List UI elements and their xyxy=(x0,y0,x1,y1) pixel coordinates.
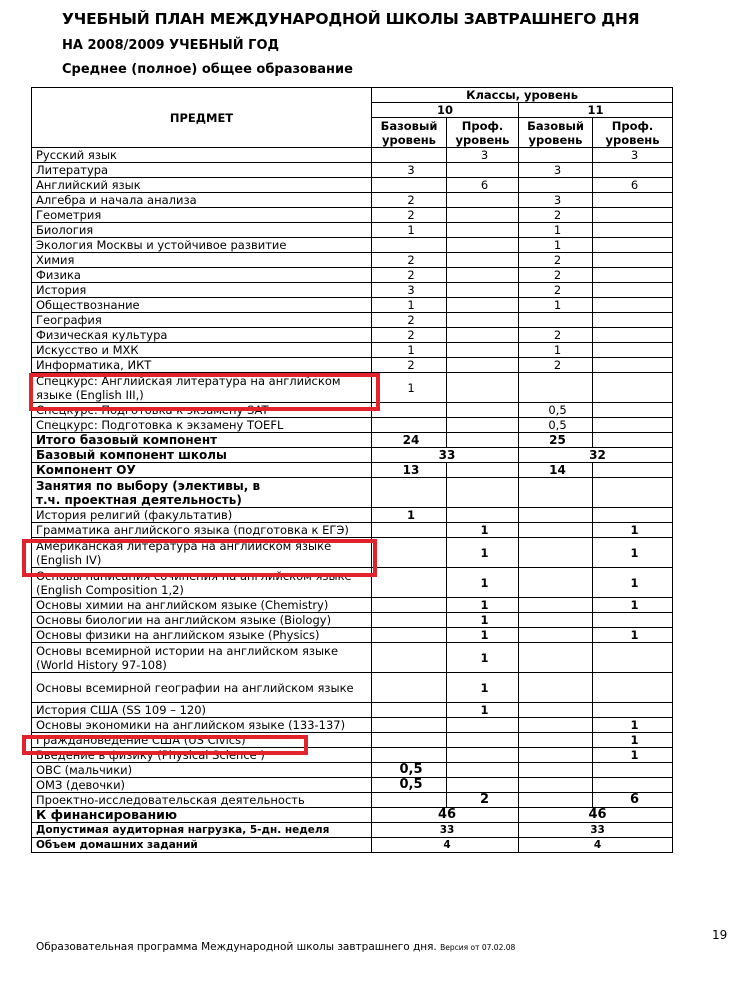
value-cell: 1 xyxy=(447,523,519,538)
value-cell xyxy=(372,613,447,628)
subject-cell: Основы экономики на английском языке (133-137) xyxy=(32,718,372,733)
footer-version: Версия от 07.02.08 xyxy=(440,943,516,952)
value-cell: 3 xyxy=(372,283,447,298)
subject-cell: Химия xyxy=(32,253,372,268)
value-cell xyxy=(447,718,519,733)
subject-cell: Литература xyxy=(32,163,372,178)
subject-cell: Геометрия xyxy=(32,208,372,223)
value-cell xyxy=(593,418,673,433)
value-cell: 6 xyxy=(593,793,673,808)
table-row xyxy=(32,298,673,313)
value-cell: 1 xyxy=(593,748,673,763)
value-cell xyxy=(593,298,673,313)
value-cell xyxy=(519,538,593,568)
value-cell: 0,5 xyxy=(519,418,593,433)
funding-label: К финансированию xyxy=(32,808,372,823)
document-title: УЧЕБНЫЙ ПЛАН МЕЖДУНАРОДНОЙ ШКОЛЫ ЗАВТРАШНЕГО ДНЯ xyxy=(62,10,640,28)
prof-level-header-11: Проф. уровень xyxy=(593,118,673,148)
value-cell: 2 xyxy=(372,208,447,223)
value-cell xyxy=(372,538,447,568)
table-row xyxy=(32,178,673,193)
table-row xyxy=(32,358,673,373)
funding-10: 46 xyxy=(372,808,519,823)
value-cell xyxy=(593,508,673,523)
grade-10-header: 10 xyxy=(372,103,519,118)
value-cell: 2 xyxy=(372,253,447,268)
value-cell: 1 xyxy=(447,628,519,643)
subject-cell: Введение в физику (Physical Science ) xyxy=(32,748,372,763)
value-cell xyxy=(593,223,673,238)
value-cell: 1 xyxy=(593,718,673,733)
value-cell: 3 xyxy=(519,193,593,208)
subject-cell: История xyxy=(32,283,372,298)
value-cell xyxy=(447,298,519,313)
table-row xyxy=(32,313,673,328)
electives-header-row xyxy=(32,478,673,508)
value-cell: 1 xyxy=(593,568,673,598)
value-cell xyxy=(593,403,673,418)
value-cell xyxy=(519,523,593,538)
value-cell xyxy=(519,733,593,748)
table-row xyxy=(32,148,673,163)
footer xyxy=(36,941,515,953)
table-row xyxy=(32,763,673,778)
value-cell: 2 xyxy=(372,358,447,373)
value-cell: 2 xyxy=(372,313,447,328)
value-cell: 2 xyxy=(519,358,593,373)
subject-cell: Алгебра и начала анализа xyxy=(32,193,372,208)
value-cell xyxy=(519,313,593,328)
table-row xyxy=(32,343,673,358)
value-cell xyxy=(519,793,593,808)
value-cell: 1 xyxy=(519,298,593,313)
value-cell xyxy=(447,418,519,433)
table-row xyxy=(32,703,673,718)
homework-row xyxy=(32,838,673,853)
table-row xyxy=(32,748,673,763)
subject-cell: Физическая культура xyxy=(32,328,372,343)
value-cell xyxy=(447,208,519,223)
subject-cell: Основы физики на английском языке (Physics) xyxy=(32,628,372,643)
value-cell xyxy=(519,718,593,733)
value-cell xyxy=(372,793,447,808)
subject-cell: Американская литература на английском языке (English IV) xyxy=(32,538,372,568)
ou-component-11: 14 xyxy=(519,463,593,478)
value-cell: 1 xyxy=(447,613,519,628)
ou-component-10: 13 xyxy=(372,463,447,478)
funding-row xyxy=(32,808,673,823)
value-cell xyxy=(519,598,593,613)
value-cell xyxy=(447,778,519,793)
section-title: Среднее (полное) общее образование xyxy=(62,62,353,77)
ou-component-label: Компонент ОУ xyxy=(32,463,372,478)
value-cell: 1 xyxy=(519,223,593,238)
subject-cell: Основы биологии на английском языке (Biology) xyxy=(32,613,372,628)
table-row xyxy=(32,778,673,793)
value-cell: 1 xyxy=(519,343,593,358)
value-cell xyxy=(372,403,447,418)
value-cell xyxy=(519,148,593,163)
value-cell xyxy=(447,733,519,748)
subject-cell: Биология xyxy=(32,223,372,238)
subject-header: ПРЕДМЕТ xyxy=(32,88,372,148)
value-cell xyxy=(519,628,593,643)
value-cell xyxy=(447,343,519,358)
value-cell xyxy=(447,748,519,763)
table-row xyxy=(32,373,673,403)
value-cell: 0,5 xyxy=(519,403,593,418)
subject-cell: Основы написания сочинения на английском языке (English Composition 1,2) xyxy=(32,568,372,598)
electives-header: Занятия по выбору (элективы, в т.ч. проектная деятельность) xyxy=(32,478,372,508)
value-cell: 1 xyxy=(372,298,447,313)
subject-cell: Основы химии на английском языке (Chemistry) xyxy=(32,598,372,613)
value-cell: 1 xyxy=(519,238,593,253)
value-cell: 1 xyxy=(372,343,447,358)
base-level-header-11: Базовый уровень xyxy=(519,118,593,148)
value-cell: 1 xyxy=(593,523,673,538)
table-row xyxy=(32,193,673,208)
value-cell xyxy=(447,763,519,778)
value-cell xyxy=(593,343,673,358)
value-cell: 2 xyxy=(519,283,593,298)
table-row xyxy=(32,268,673,283)
table-row xyxy=(32,418,673,433)
value-cell: 1 xyxy=(447,703,519,718)
ou-component-row xyxy=(32,463,673,478)
base-total-10: 24 xyxy=(372,433,447,448)
value-cell xyxy=(447,253,519,268)
value-cell xyxy=(447,163,519,178)
value-cell: 1 xyxy=(447,538,519,568)
subject-cell: Основы всемирной географии на английском языке xyxy=(32,673,372,703)
subject-cell: Граждановедение США (US Civics) xyxy=(32,733,372,748)
subject-cell: Искусство и МХК xyxy=(32,343,372,358)
value-cell xyxy=(447,283,519,298)
subject-cell: География xyxy=(32,313,372,328)
subject-cell: Проектно-исследовательская деятельность xyxy=(32,793,372,808)
value-cell: 2 xyxy=(372,328,447,343)
value-cell xyxy=(372,238,447,253)
value-cell xyxy=(372,643,447,673)
value-cell xyxy=(593,208,673,223)
homework-10: 4 xyxy=(372,838,519,853)
subject-cell: Английский язык xyxy=(32,178,372,193)
value-cell xyxy=(519,568,593,598)
school-base-11: 32 xyxy=(519,448,673,463)
subject-cell: История религий (факультатив) xyxy=(32,508,372,523)
grade-11-header: 11 xyxy=(519,103,673,118)
table-row xyxy=(32,718,673,733)
value-cell: 1 xyxy=(372,373,447,403)
table-row xyxy=(32,253,673,268)
table-row xyxy=(32,628,673,643)
subject-cell: История США (SS 109 – 120) xyxy=(32,703,372,718)
value-cell: 1 xyxy=(447,598,519,613)
value-cell xyxy=(593,358,673,373)
value-cell: 1 xyxy=(372,223,447,238)
prof-level-header-10: Проф. уровень xyxy=(447,118,519,148)
table-row xyxy=(32,568,673,598)
value-cell: 1 xyxy=(447,643,519,673)
subject-cell: Русский язык xyxy=(32,148,372,163)
value-cell xyxy=(593,673,673,703)
value-cell: 1 xyxy=(593,628,673,643)
value-cell xyxy=(593,763,673,778)
value-cell xyxy=(593,193,673,208)
value-cell xyxy=(447,373,519,403)
value-cell: 1 xyxy=(447,568,519,598)
value-cell xyxy=(372,148,447,163)
table-row xyxy=(32,508,673,523)
value-cell xyxy=(593,163,673,178)
value-cell xyxy=(593,313,673,328)
subject-cell: Информатика, ИКТ xyxy=(32,358,372,373)
value-cell xyxy=(372,748,447,763)
value-cell: 0,5 xyxy=(372,778,447,793)
base-total-label: Итого базовый компонент xyxy=(32,433,372,448)
funding-11: 46 xyxy=(519,808,673,823)
value-cell xyxy=(447,403,519,418)
value-cell xyxy=(593,238,673,253)
value-cell xyxy=(372,178,447,193)
value-cell xyxy=(519,778,593,793)
value-cell xyxy=(519,748,593,763)
subject-cell: Основы всемирной истории на английском языке (World History 97-108) xyxy=(32,643,372,673)
base-total-row xyxy=(32,433,673,448)
base-level-header-10: Базовый уровень xyxy=(372,118,447,148)
table-row xyxy=(32,598,673,613)
table-row xyxy=(32,793,673,808)
school-base-10: 33 xyxy=(372,448,519,463)
value-cell xyxy=(447,358,519,373)
value-cell xyxy=(519,703,593,718)
value-cell xyxy=(372,628,447,643)
value-cell xyxy=(519,508,593,523)
value-cell xyxy=(447,328,519,343)
value-cell xyxy=(593,253,673,268)
max-load-11: 33 xyxy=(519,823,673,838)
table-row xyxy=(32,163,673,178)
value-cell xyxy=(372,418,447,433)
value-cell: 1 xyxy=(372,508,447,523)
max-load-10: 33 xyxy=(372,823,519,838)
table-row xyxy=(32,733,673,748)
value-cell xyxy=(593,268,673,283)
value-cell: 2 xyxy=(519,253,593,268)
value-cell xyxy=(372,733,447,748)
value-cell xyxy=(519,673,593,703)
table-row xyxy=(32,328,673,343)
value-cell xyxy=(372,673,447,703)
value-cell: 1 xyxy=(593,538,673,568)
table-row xyxy=(32,673,673,703)
table-row xyxy=(32,223,673,238)
value-cell xyxy=(372,718,447,733)
max-load-label: Допустимая аудиторная нагрузка, 5-дн. неделя xyxy=(32,823,372,838)
value-cell xyxy=(593,778,673,793)
value-cell xyxy=(447,508,519,523)
value-cell xyxy=(447,268,519,283)
table-row xyxy=(32,208,673,223)
subject-cell: Обществознание xyxy=(32,298,372,313)
subject-cell: Грамматика английского языка (подготовка к ЕГЭ) xyxy=(32,523,372,538)
value-cell xyxy=(372,703,447,718)
max-load-row xyxy=(32,823,673,838)
table-row xyxy=(32,643,673,673)
value-cell xyxy=(593,328,673,343)
homework-label: Объем домашних заданий xyxy=(32,838,372,853)
value-cell xyxy=(593,283,673,298)
value-cell xyxy=(519,373,593,403)
value-cell: 2 xyxy=(372,193,447,208)
value-cell xyxy=(519,178,593,193)
subject-cell: ОВС (мальчики) xyxy=(32,763,372,778)
classes-header: Классы, уровень xyxy=(372,88,673,103)
value-cell: 1 xyxy=(593,733,673,748)
value-cell: 3 xyxy=(372,163,447,178)
value-cell xyxy=(593,613,673,628)
value-cell xyxy=(447,238,519,253)
subject-cell: Экология Москвы и устойчивое развитие xyxy=(32,238,372,253)
value-cell: 2 xyxy=(447,793,519,808)
footer-text: Образовательная программа Международной школы завтрашнего дня. xyxy=(36,941,437,953)
value-cell: 2 xyxy=(372,268,447,283)
table-row xyxy=(32,523,673,538)
value-cell: 6 xyxy=(447,178,519,193)
subject-cell: Спецкурс: Подготовка к экзамену SAT xyxy=(32,403,372,418)
value-cell xyxy=(519,613,593,628)
value-cell: 1 xyxy=(593,598,673,613)
value-cell xyxy=(519,763,593,778)
homework-11: 4 xyxy=(519,838,673,853)
school-base-row xyxy=(32,448,673,463)
value-cell: 3 xyxy=(447,148,519,163)
value-cell xyxy=(593,703,673,718)
value-cell: 0,5 xyxy=(372,763,447,778)
table-row xyxy=(32,538,673,568)
value-cell: 3 xyxy=(519,163,593,178)
value-cell: 2 xyxy=(519,328,593,343)
table-row xyxy=(32,403,673,418)
subject-cell: Спецкурс: Подготовка к экзамену TOEFL xyxy=(32,418,372,433)
subject-cell: Спецкурс: Английская литература на английском языке (English III,) xyxy=(32,373,372,403)
page-number: 19 xyxy=(712,928,728,942)
value-cell: 6 xyxy=(593,178,673,193)
value-cell: 1 xyxy=(447,673,519,703)
table-row xyxy=(32,283,673,298)
subject-cell: Физика xyxy=(32,268,372,283)
table-row xyxy=(32,238,673,253)
value-cell: 2 xyxy=(519,208,593,223)
document-subtitle: НА 2008/2009 УЧЕБНЫЙ ГОД xyxy=(62,38,280,53)
base-total-11: 25 xyxy=(519,433,593,448)
value-cell xyxy=(372,598,447,613)
value-cell xyxy=(593,643,673,673)
value-cell: 3 xyxy=(593,148,673,163)
school-base-label: Базовый компонент школы xyxy=(32,448,372,463)
curriculum-table xyxy=(31,87,673,853)
value-cell xyxy=(447,313,519,328)
table-row xyxy=(32,613,673,628)
value-cell xyxy=(372,523,447,538)
value-cell xyxy=(447,223,519,238)
value-cell xyxy=(593,373,673,403)
value-cell: 2 xyxy=(519,268,593,283)
value-cell xyxy=(447,193,519,208)
subject-cell: ОМЗ (девочки) xyxy=(32,778,372,793)
value-cell xyxy=(519,643,593,673)
value-cell xyxy=(372,568,447,598)
